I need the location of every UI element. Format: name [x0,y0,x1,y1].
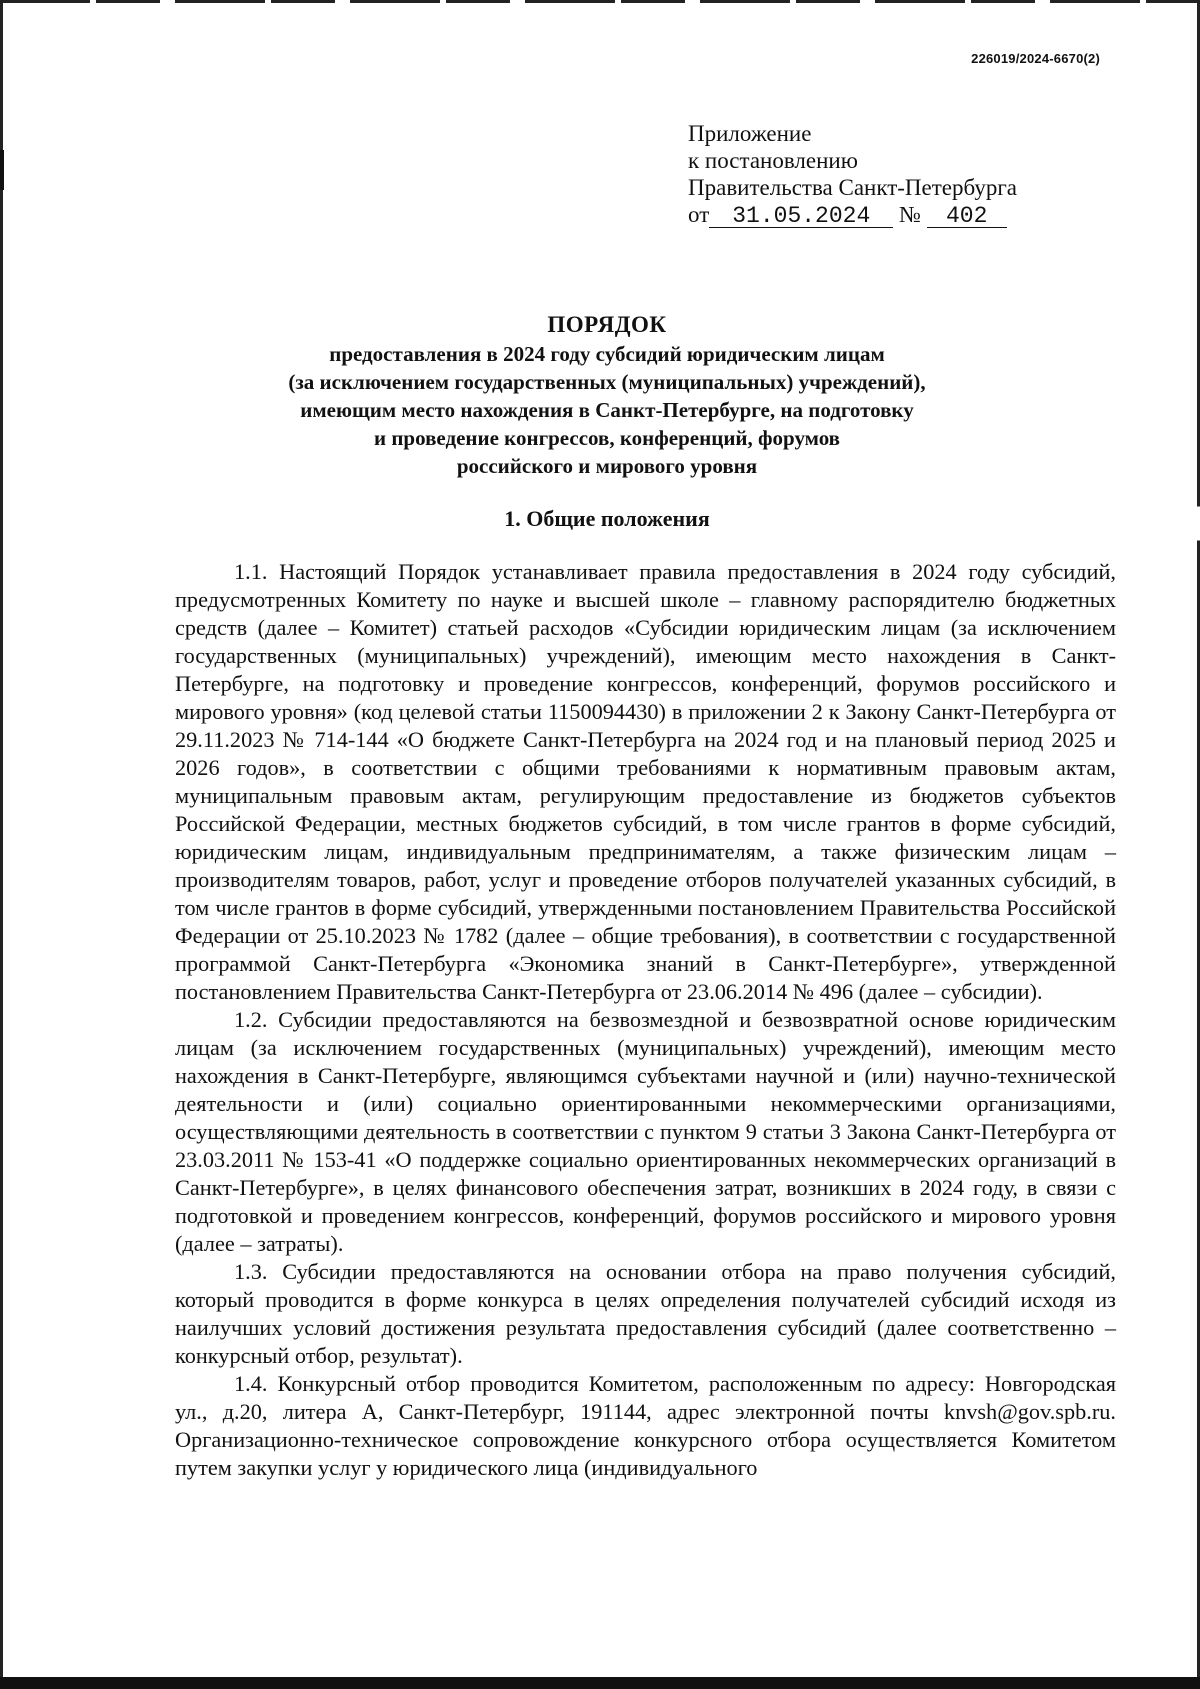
scan-mark [0,150,4,190]
appendix-line: к постановлению [688,148,858,173]
title-subtitle-line: имеющим место нахождения в Санкт-Петербурге, на подготовку [300,398,914,422]
appendix-date-line [688,201,1017,228]
appendix-block [688,120,1017,228]
title-main: ПОРЯДОК [547,312,667,337]
decree-date: 31.05.2024 [709,205,893,228]
document-body [175,558,1116,1482]
registration-number: 226019/2024-6670(2) [971,51,1100,66]
date-prefix: от [688,202,710,227]
paragraph-1-1: 1.1. Настоящий Порядок устанавливает правила предоставления в 2024 году субсидий, предусмотренных Комитету по науке и высшей школе – главному распорядителю бюджетных средств (далее – Комитет) статьей расходов «Субсидии юридическим лицам (за исключением государственных (муниципальных) учреждений), имеющим место нахождения в Санкт-Петербурге, на подготовку и проведение конгрессов, конференций, форумов российского и мирового уровня» (код целевой статьи 1150094430) в приложении 2 к Закону Санкт-Петербурга от 29.11.2023 № 714-144 «О бюджете Санкт-Петербурга на 2024 год и на плановый период 2025 и 2026 годов», в соответствии с общими требованиями к нормативным правовым актам, муниципальным правовым актам, регулирующим предоставление из бюджетов субъектов Российской Федерации, местных бюджетов субсидий, в том числе грантов в форме субсидий, юридическим лицам, индивидуальным предпринимателям, а также физическим лицам – производителям товаров, работ, услуг и проведение отборов получателей указанных субсидий, в том числе грантов в форме субсидий, утвержденными постановлением Правительства Российской Федерации от 25.10.2023 № 1782 (далее – общие требования), в соответствии с государственной программой Санкт-Петербурга «Экономика знаний в Санкт-Петербурге», утвержденной постановлением Правительства Санкт-Петербурга от 23.06.2014 № 496 (далее – субсидии). [175,559,1116,1004]
paragraph-1-2: 1.2. Субсидии предоставляются на безвозмездной и безвозвратной основе юридическим лицам (за исключением государственных (муниципальных) учреждений), имеющим место нахождения в Санкт-Петербурге, являющимся субъектами научной и (или) научно-технической деятельности и (или) социально ориентированными некоммерческими организациями, осуществляющими деятельность в соответствии с пунктом 9 статьи 3 Закона Санкт-Петербурга от 23.03.2011 № 153-41 «О поддержке социально ориентированных некоммерческих организаций в Санкт-Петербурге», в целях финансового обеспечения затрат, возникших в 2024 году, в связи с подготовкой и проведением конгрессов, конференций, форумов российского и мирового уровня (далее – затраты). [175,1007,1116,1256]
scan-border-top [0,0,1200,3]
scan-border-left [0,0,3,1689]
title-subtitle-line: и проведение конгрессов, конференций, форумов [373,426,841,450]
scan-border-bottom [0,1677,1200,1689]
appendix-line: Правительства Санкт-Петербурга [688,175,1017,200]
document-title [175,310,1039,480]
paragraph-1-3: 1.3. Субсидии предоставляются на основании отбора на право получения субсидий, который проводится в форме конкурса в целях определения получателей субсидий исходя из наилучших условий достижения результата предоставления субсидий (далее соответственно – конкурсный отбор, результат). [175,1259,1116,1368]
appendix-line: Приложение [688,121,812,146]
section-heading: 1. Общие положения [504,506,710,531]
title-subtitle-line: российского и мирового уровня [456,454,758,478]
title-subtitle-line: (за исключением государственных (муниципальных) учреждений), [288,370,926,394]
decree-number: 402 [927,205,1007,228]
paragraph-1-4: 1.4. Конкурсный отбор проводится Комитетом, расположенным по адресу: Новгородская ул., д.20, литера А, Санкт-Петербург, 191144, адрес электронной почты knvsh@gov.spb.ru. Организационно-техническое сопровождение конкурсного отбора осуществляется Комитетом путем закупки услуг у юридического лица (индивидуального [175,1371,1116,1480]
number-prefix: № [899,202,921,227]
title-subtitle-line: предоставления в 2024 году субсидий юридическим лицам [329,342,885,366]
